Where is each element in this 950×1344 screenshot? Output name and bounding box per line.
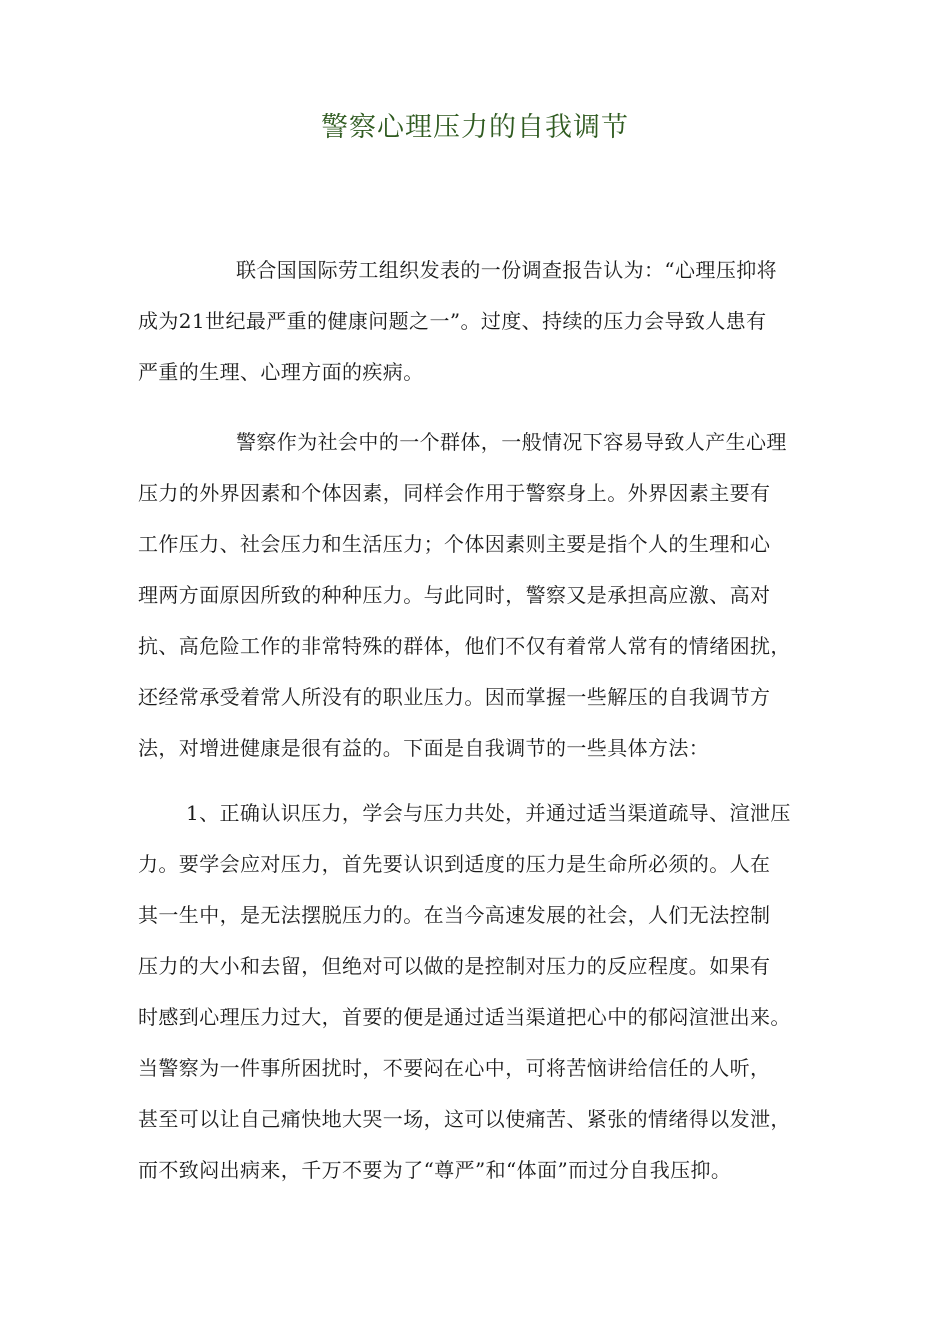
line-text: 还经常承受着常人所没有的职业压力。因而掌握一些解压的自我调节方	[138, 685, 771, 709]
line-text: 时感到心理压力过大，首要的便是通过适当渠道把心中的郁闷渲泄出来。	[138, 1005, 791, 1029]
paragraph-line	[0, 840, 950, 888]
line-text: 压力的外界因素和个体因素，同样会作用于警察身上。外界因素主要有	[138, 481, 771, 505]
line-text: 而不致闷出病来，千万不要为了“尊严”和“体面”而过分自我压抑。	[138, 1158, 732, 1182]
paragraph-line	[0, 724, 950, 772]
paragraph-line	[0, 571, 950, 619]
paragraph-line	[0, 418, 950, 466]
line-text: 甚至可以让自己痛快地大哭一场，这可以使痛苦、紧张的情绪得以发泄，	[138, 1107, 791, 1131]
paragraph-line	[0, 891, 950, 939]
paragraph-line	[0, 520, 950, 568]
line-text: 其一生中，是无法摆脱压力的。在当今高速发展的社会，人们无法控制	[138, 903, 771, 927]
line-text: 理两方面原因所致的种种压力。与此同时，警察又是承担高应激、高对	[138, 583, 771, 607]
line-text: 力。要学会应对压力，首先要认识到适度的压力是生命所必须的。人在	[138, 852, 771, 876]
line-text: 1、正确认识压力，学会与压力共处，并通过适当渠道疏导、渲泄压	[186, 801, 791, 825]
line-text: 当警察为一件事所困扰时，不要闷在心中，可将苦恼讲给信任的人听，	[138, 1056, 771, 1080]
paragraph-line	[0, 469, 950, 517]
paragraph-line	[0, 1044, 950, 1092]
line-text: 压力的大小和去留，但绝对可以做的是控制对压力的反应程度。如果有	[138, 954, 771, 978]
paragraph-line	[0, 673, 950, 721]
line-text: 严重的生理、心理方面的疾病。	[138, 360, 424, 384]
paragraph-line	[0, 246, 950, 294]
paragraph-line	[0, 297, 950, 345]
line-text: 警察作为社会中的一个群体，一般情况下容易导致人产生心理	[236, 430, 787, 454]
document-title: 警察心理压力的自我调节	[321, 112, 629, 143]
paragraph-line	[0, 942, 950, 990]
line-text: 抗、高危险工作的非常特殊的群体，他们不仅有着常人常有的情绪困扰，	[138, 634, 791, 658]
paragraph-line	[0, 1146, 950, 1194]
line-text: 成为21世纪最严重的健康问题之一”。过度、持续的压力会导致人患有	[138, 309, 767, 333]
line-text: 法，对增进健康是很有益的。下面是自我调节的一些具体方法：	[138, 736, 710, 760]
paragraph-line	[0, 348, 950, 396]
line-text: 工作压力、社会压力和生活压力；个体因素则主要是指个人的生理和心	[138, 532, 771, 556]
paragraph-line	[0, 622, 950, 670]
paragraph-line	[0, 993, 950, 1041]
paragraph-line	[0, 789, 950, 837]
paragraph-line	[0, 1095, 950, 1143]
line-text: 联合国国际劳工组织发表的一份调查报告认为：“心理压抑将	[236, 258, 778, 282]
